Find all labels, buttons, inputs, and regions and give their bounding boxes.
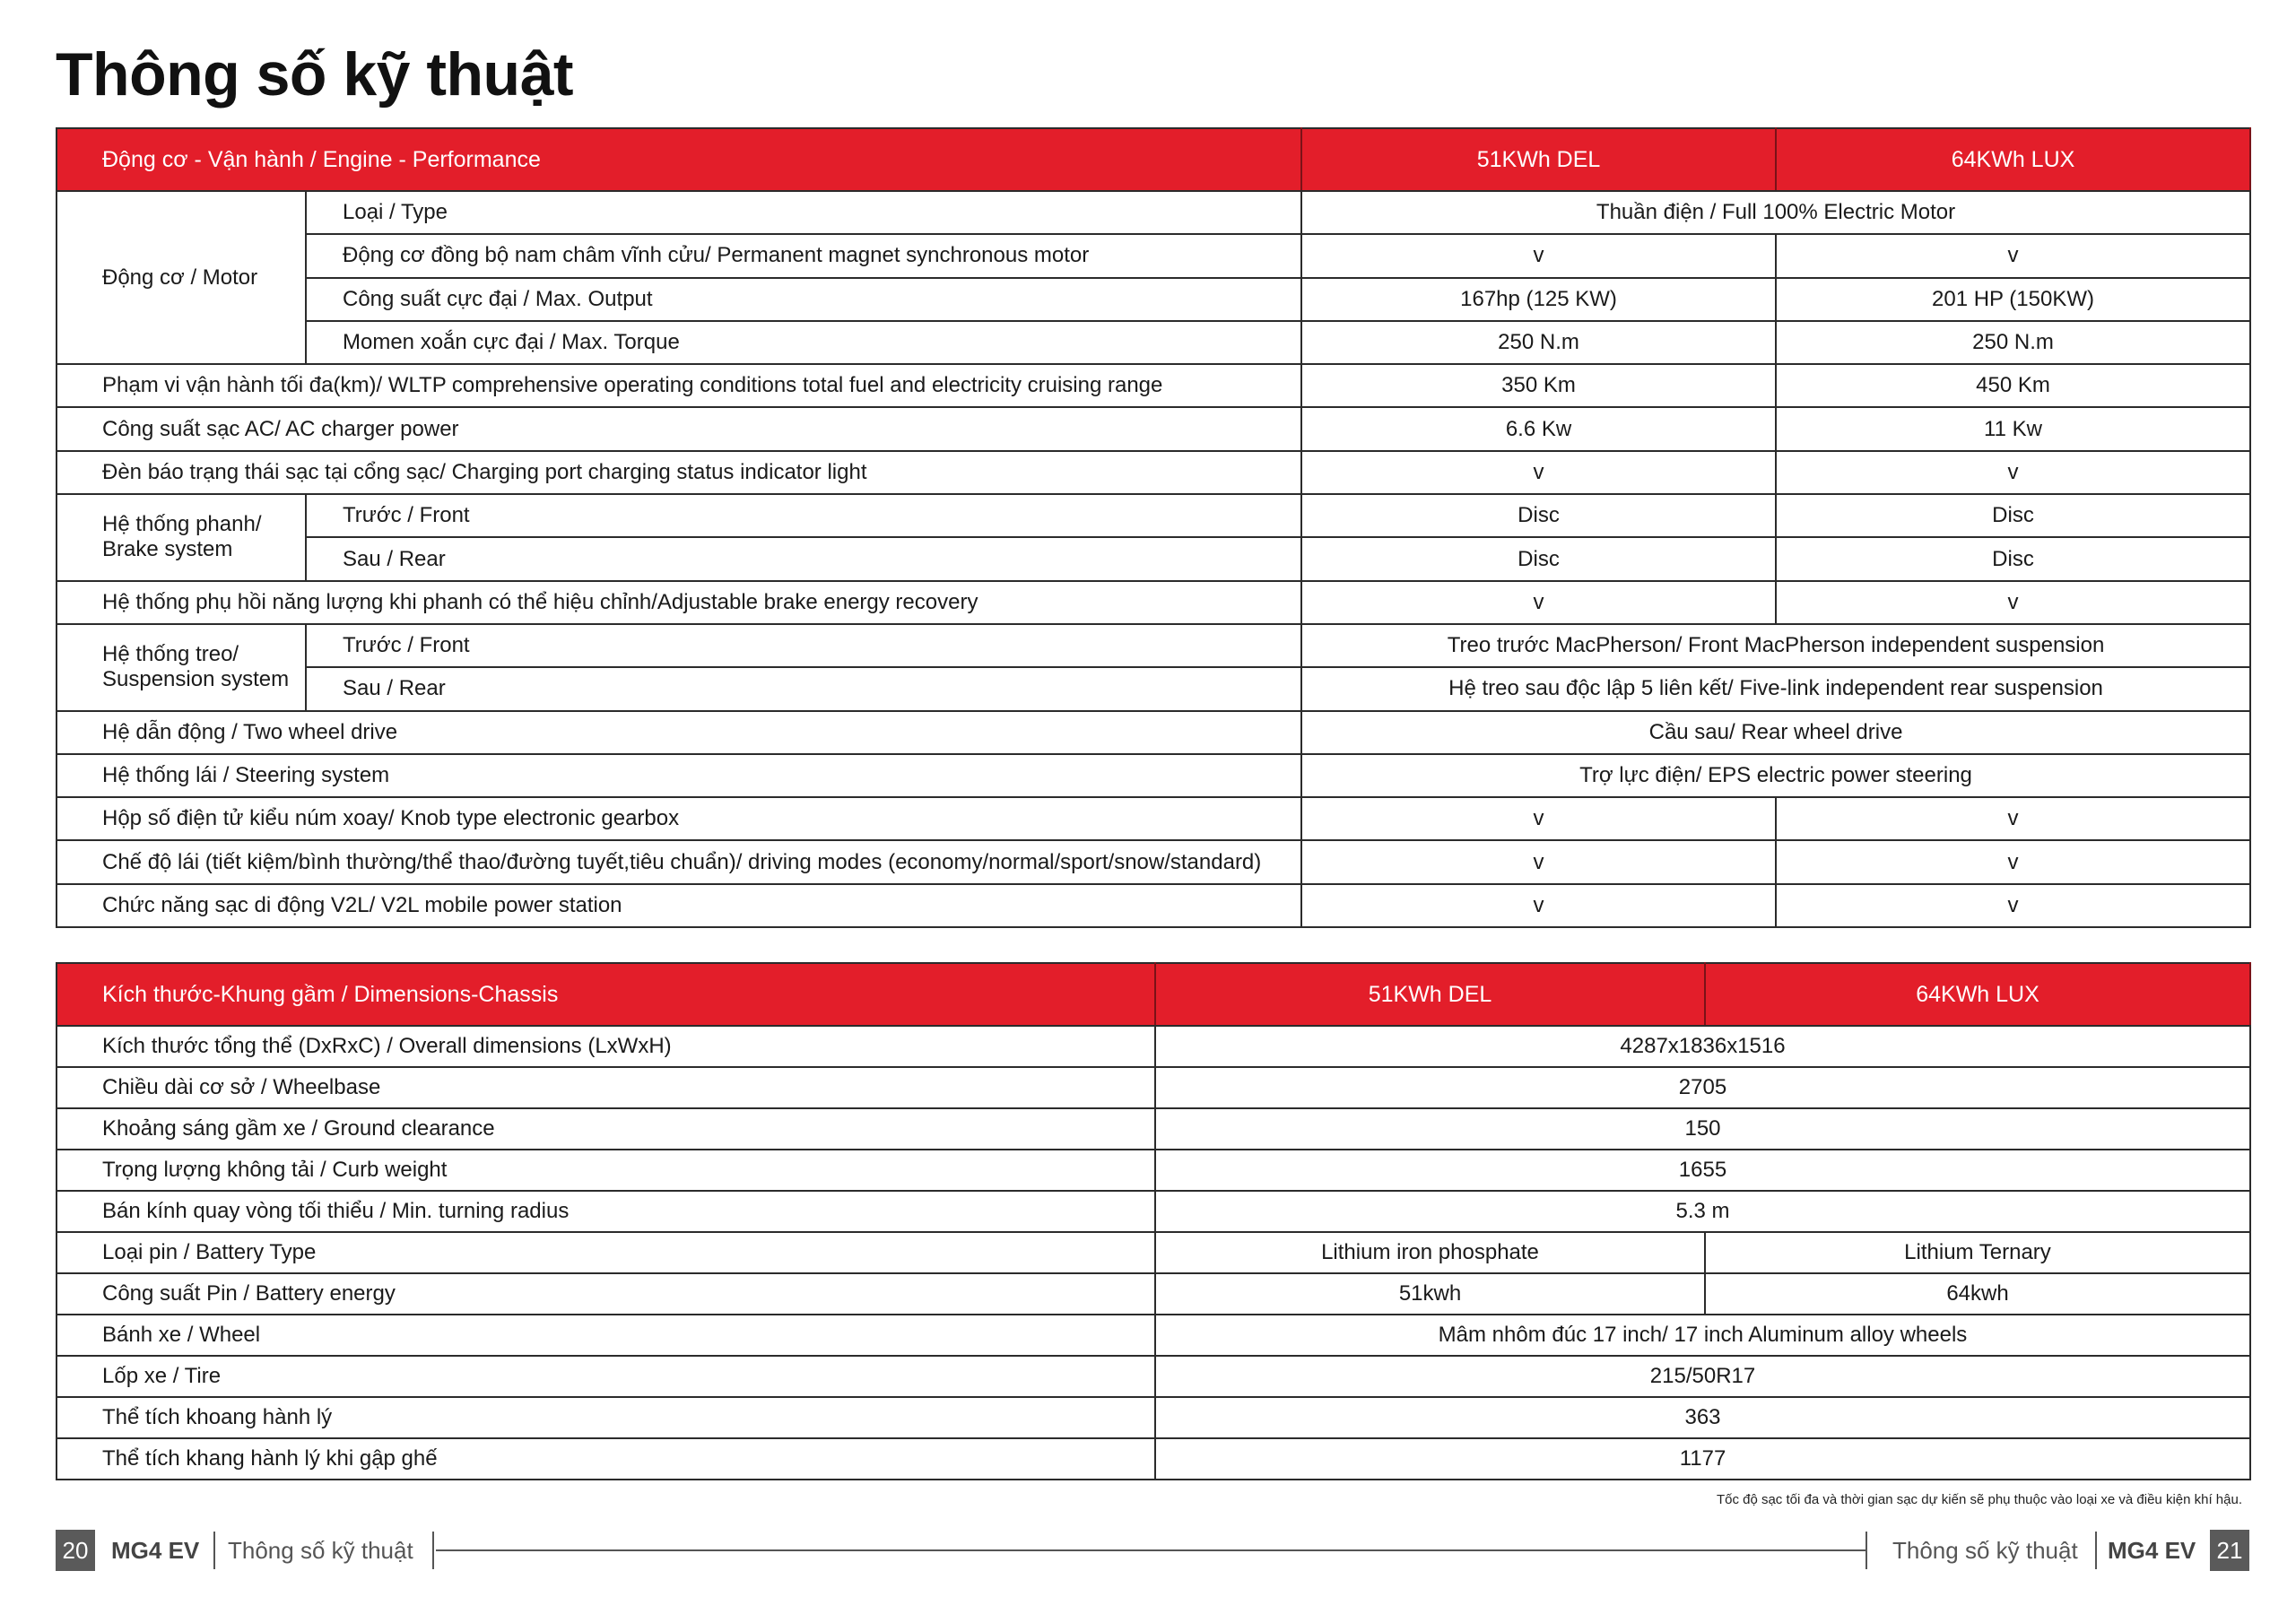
col-header-64kwh: 64KWh LUX: [1705, 963, 2250, 1026]
table-row: [57, 1191, 2250, 1232]
table-row: [57, 1026, 2250, 1067]
table-row: [57, 191, 2250, 234]
cell-value: 1177: [1155, 1438, 2250, 1480]
table-row: [57, 234, 2250, 277]
engine-performance-table: [56, 127, 2251, 928]
cell-value: Treo trước MacPherson/ Front MacPherson independent suspension: [1301, 624, 2250, 667]
table-row: [57, 1273, 2250, 1315]
cell-value: 51kwh: [1155, 1273, 1705, 1315]
cell-value: 6.6 Kw: [1301, 407, 1776, 450]
dimensions-chassis-table: [56, 962, 2251, 1480]
cell-value: v: [1776, 581, 2250, 624]
row-label: Chế độ lái (tiết kiệm/bình thường/thể thao/đường tuyết,tiêu chuẩn)/ driving modes (economy/normal/sport/snow/standard): [57, 840, 1301, 883]
row-label: Công suất cực đại / Max. Output: [306, 278, 1301, 321]
motor-group-label: Động cơ / Motor: [57, 191, 306, 364]
row-label: Bán kính quay vòng tối thiểu / Min. turning radius: [57, 1191, 1155, 1232]
row-label: Hộp số điện tử kiểu núm xoay/ Knob type electronic gearbox: [57, 797, 1301, 840]
cell-value: v: [1301, 840, 1776, 883]
cell-value: 350 Km: [1301, 364, 1776, 407]
row-label: Công suất Pin / Battery energy: [57, 1273, 1155, 1315]
cell-value: 11 Kw: [1776, 407, 2250, 450]
table-row: [57, 1438, 2250, 1480]
row-label: Trước / Front: [306, 494, 1301, 537]
row-label: Sau / Rear: [306, 537, 1301, 580]
cell-value: 250 N.m: [1776, 321, 2250, 364]
footer-rule: [436, 1549, 1866, 1551]
table-row: [57, 321, 2250, 364]
row-label: Thể tích khoang hành lý: [57, 1397, 1155, 1438]
cell-value: Disc: [1776, 494, 2250, 537]
row-label: Đèn báo trạng thái sạc tại cổng sạc/ Charging port charging status indicator light: [57, 451, 1301, 494]
divider: [2095, 1532, 2097, 1569]
cell-value: 64kwh: [1705, 1273, 2250, 1315]
cell-value: v: [1776, 840, 2250, 883]
cell-value: Disc: [1301, 537, 1776, 580]
table-row: [57, 451, 2250, 494]
row-label: Loại / Type: [306, 191, 1301, 234]
divider: [213, 1532, 215, 1569]
table-row: [57, 1067, 2250, 1108]
row-label: Kích thước tổng thể (DxRxC) / Overall dimensions (LxWxH): [57, 1026, 1155, 1067]
cell-value: 167hp (125 KW): [1301, 278, 1776, 321]
cell-value: Trợ lực điện/ EPS electric power steering: [1301, 754, 2250, 797]
cell-value: 363: [1155, 1397, 2250, 1438]
cell-value: Lithium Ternary: [1705, 1232, 2250, 1273]
row-label: Loại pin / Battery Type: [57, 1232, 1155, 1273]
table-row: [57, 278, 2250, 321]
cell-value: Cầu sau/ Rear wheel drive: [1301, 711, 2250, 754]
brake-group-label: [57, 494, 306, 581]
cell-value: 215/50R17: [1155, 1356, 2250, 1397]
table-row: [57, 537, 2250, 580]
cell-value: 2705: [1155, 1067, 2250, 1108]
cell-value: 450 Km: [1776, 364, 2250, 407]
cell-value: 4287x1836x1516: [1155, 1026, 2250, 1067]
table-row: [57, 407, 2250, 450]
row-label: Bánh xe / Wheel: [57, 1315, 1155, 1356]
cell-value: 250 N.m: [1301, 321, 1776, 364]
brand-left: MG4 EV: [111, 1537, 200, 1564]
table-row: [57, 581, 2250, 624]
table-row: [57, 1108, 2250, 1150]
row-label: Chiều dài cơ sở / Wheelbase: [57, 1067, 1155, 1108]
table-row: [57, 1232, 2250, 1273]
cell-value: v: [1776, 234, 2250, 277]
row-label: Trước / Front: [306, 624, 1301, 667]
row-label: Thể tích khang hành lý khi gập ghế: [57, 1438, 1155, 1480]
section-title-left: Thông số kỹ thuật: [228, 1537, 413, 1564]
table-row: [57, 1356, 2250, 1397]
table-row: [57, 797, 2250, 840]
row-label: Trọng lượng không tải / Curb weight: [57, 1150, 1155, 1191]
cell-value: v: [1301, 797, 1776, 840]
cell-value: 201 HP (150KW): [1776, 278, 2250, 321]
table-row: [57, 624, 2250, 667]
row-label: Khoảng sáng gầm xe / Ground clearance: [57, 1108, 1155, 1150]
suspension-label-line2: Suspension system: [102, 667, 290, 692]
table-row: [57, 1150, 2250, 1191]
cell-value: Hệ treo sau độc lập 5 liên kết/ Five-link independent rear suspension: [1301, 667, 2250, 710]
cell-value: Thuần điện / Full 100% Electric Motor: [1301, 191, 2250, 234]
page-footer: [0, 1530, 2296, 1571]
cell-value: 1655: [1155, 1150, 2250, 1191]
row-label: Hệ thống lái / Steering system: [57, 754, 1301, 797]
table-row: [57, 1397, 2250, 1438]
cell-value: Disc: [1776, 537, 2250, 580]
table-row: [57, 494, 2250, 537]
table-row: [57, 884, 2250, 927]
cell-value: v: [1301, 234, 1776, 277]
table-row: [57, 364, 2250, 407]
row-label: Công suất sạc AC/ AC charger power: [57, 407, 1301, 450]
row-label: Lốp xe / Tire: [57, 1356, 1155, 1397]
footnote: Tốc độ sạc tối đa và thời gian sạc dự kiến sẽ phụ thuộc vào loại xe và điều kiện khí hậu.: [1716, 1492, 2242, 1507]
brand-right: MG4 EV: [2108, 1537, 2196, 1564]
col-header-64kwh: 64KWh LUX: [1776, 128, 2250, 191]
page-number-left: 20: [56, 1530, 95, 1571]
cell-value: v: [1776, 797, 2250, 840]
col-header-51kwh: 51KWh DEL: [1155, 963, 1705, 1026]
cell-value: Disc: [1301, 494, 1776, 537]
cell-value: v: [1301, 581, 1776, 624]
suspension-label-line1: Hệ thống treo/: [102, 642, 239, 667]
cell-value: Lithium iron phosphate: [1155, 1232, 1705, 1273]
row-label: Chức năng sạc di động V2L/ V2L mobile power station: [57, 884, 1301, 927]
brake-label-line2: Brake system: [102, 537, 233, 562]
table-row: [57, 667, 2250, 710]
page-title: Thông số kỹ thuật: [56, 40, 574, 108]
row-label: Hệ thống phụ hồi năng lượng khi phanh có thể hiệu chỉnh/Adjustable brake energy recovery: [57, 581, 1301, 624]
cell-value: 5.3 m: [1155, 1191, 2250, 1232]
cell-value: v: [1301, 884, 1776, 927]
engine-section-header: Động cơ - Vận hành / Engine - Performance: [57, 128, 1301, 191]
divider: [432, 1532, 434, 1569]
row-label: Động cơ đồng bộ nam châm vĩnh cửu/ Permanent magnet synchronous motor: [306, 234, 1301, 277]
suspension-group-label: [57, 624, 306, 711]
table-row: [57, 840, 2250, 883]
table-row: [57, 754, 2250, 797]
cell-value: v: [1776, 451, 2250, 494]
divider: [1866, 1532, 1867, 1569]
section-title-right: Thông số kỹ thuật: [1892, 1537, 2078, 1564]
col-header-51kwh: 51KWh DEL: [1301, 128, 1776, 191]
row-label: Hệ dẫn động / Two wheel drive: [57, 711, 1301, 754]
chassis-section-header: Kích thước-Khung gầm / Dimensions-Chassis: [57, 963, 1155, 1026]
cell-value: Mâm nhôm đúc 17 inch/ 17 inch Aluminum alloy wheels: [1155, 1315, 2250, 1356]
table-row: [57, 711, 2250, 754]
table-row: [57, 1315, 2250, 1356]
row-label: Phạm vi vận hành tối đa(km)/ WLTP comprehensive operating conditions total fuel and electricity cruising range: [57, 364, 1301, 407]
row-label: Sau / Rear: [306, 667, 1301, 710]
page-number-right: 21: [2210, 1530, 2249, 1571]
brake-label-line1: Hệ thống phanh/: [102, 512, 262, 537]
cell-value: v: [1301, 451, 1776, 494]
table-header: [57, 128, 2250, 191]
table-header: [57, 963, 2250, 1026]
row-label: Momen xoắn cực đại / Max. Torque: [306, 321, 1301, 364]
cell-value: 150: [1155, 1108, 2250, 1150]
cell-value: v: [1776, 884, 2250, 927]
